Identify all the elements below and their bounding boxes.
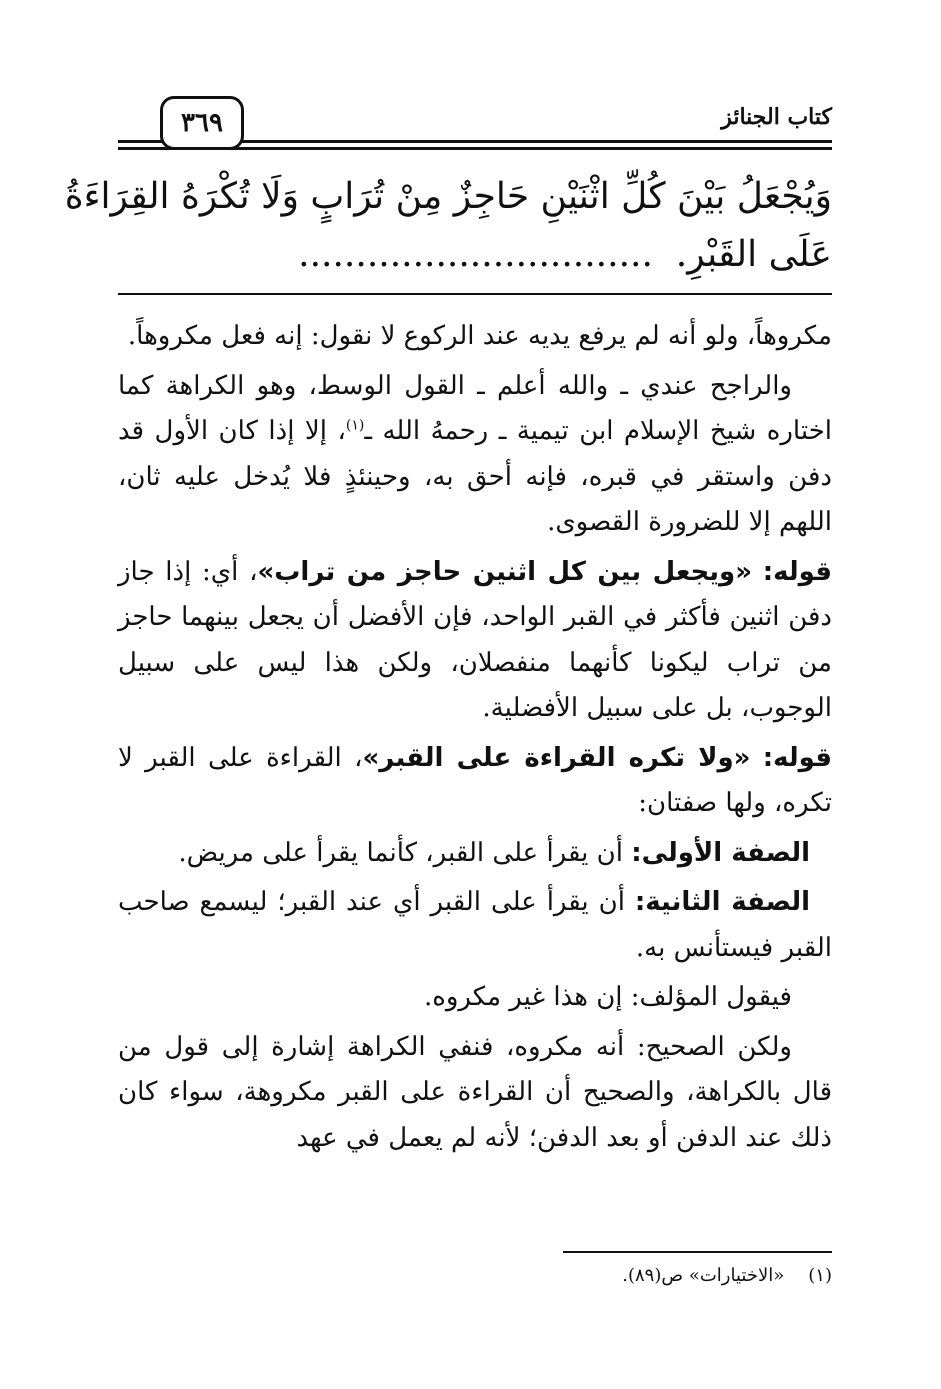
paragraph-3-text: ، أي: إذا جاز دفن اثنين فأكثر في القبر الواحد، فإن الأفضل أن يجعل بينهما حاجز من تراب ليكونا كأنهما منفصلان، ولكن هذا ليس على سبيل الوجوب، بل على سبيل الأفضلية. bbox=[118, 556, 832, 723]
matn-line-2-text: عَلَى القَبْرِ. bbox=[675, 234, 832, 275]
footnote-text: «الاختيارات» ص(٨٩). bbox=[622, 1265, 785, 1286]
commentary-body bbox=[118, 314, 832, 1165]
running-header bbox=[118, 96, 832, 154]
matn-text bbox=[64, 168, 832, 284]
second-form-label: الصفة الثانية: bbox=[634, 887, 810, 917]
commentary-paragraph-3 bbox=[118, 550, 832, 732]
paragraph-6-text: أن يقرأ على القبر أي عند القبر؛ ليسمع صاحب القبر فيستأنس به. bbox=[118, 887, 832, 963]
footnote-number: (١) bbox=[808, 1265, 832, 1286]
first-form-label: الصفة الأولى: bbox=[631, 837, 810, 868]
paragraph-5-text: أن يقرأ على القبر، كأنما يقرأ على مريض. bbox=[178, 837, 632, 868]
qawluhu-label: قوله: bbox=[762, 742, 833, 773]
commentary-paragraph-4 bbox=[118, 736, 832, 827]
commentary-paragraph-1: مكروهاً، ولو أنه لم يرفع يديه عند الركوع لا نقول: إنه فعل مكروهاً. bbox=[127, 321, 832, 351]
commentary-paragraph-8: ولكن الصحيح: أنه مكروه، فنفي الكراهة إشارة إلى قول من قال بالكراهة، والصحيح أن القراءة على القبر مكروهة، سواء كان ذلك عند الدفن أو بعد الدفن؛ لأنه لم يعمل في عهد bbox=[118, 1031, 832, 1153]
paragraph-2-part-a: والراجح عندي ـ والله أعلم ـ القول الوسط، وهو الكراهة كما اختاره شيخ الإسلام ابن تيمية ـ رحمهُ الله ـ bbox=[118, 370, 832, 446]
commentary-paragraph-6 bbox=[118, 880, 832, 971]
book-title: كتاب الجنائز bbox=[721, 104, 832, 130]
matn-line-2 bbox=[118, 226, 832, 284]
commentary-paragraph-2 bbox=[118, 364, 832, 546]
matn-separator-rule bbox=[118, 293, 832, 295]
paragraph-4-text: ، القراءة على القبر لا تكره، ولها صفتان: bbox=[118, 742, 832, 818]
page-number: ٣٦٩ bbox=[160, 96, 244, 150]
matn-line-1: وَيُجْعَلُ بَيْنَ كُلِّ اثْنَيْنِ حَاجِزٌ مِنْ تُرَابٍ وَلَا تُكْرَهُ القِرَاءَةُ bbox=[64, 176, 832, 217]
matn-quote: «ويجعل بين كل اثنين حاجز من تراب» bbox=[257, 556, 752, 587]
paragraph-2-part-b: ، إلا إذا كان الأول قد دفن واستقر في قبره، فإنه أحق به، وحينئذٍ فلا يُدخل عليه ثان، اللهم إلا للضرورة القصوى. bbox=[118, 416, 832, 537]
footnote bbox=[118, 1262, 832, 1290]
footnote-reference: (١) bbox=[345, 417, 365, 434]
qawluhu-label: قوله: bbox=[762, 556, 832, 587]
footnote-separator bbox=[563, 1251, 832, 1253]
matn-continuation-dots: ............................... bbox=[298, 234, 653, 275]
matn-quote: «ولا تكره القراءة على القبر» bbox=[362, 742, 751, 773]
commentary-paragraph-5 bbox=[118, 831, 832, 877]
commentary-paragraph-7: فيقول المؤلف: إن هذا غير مكروه. bbox=[423, 982, 792, 1012]
